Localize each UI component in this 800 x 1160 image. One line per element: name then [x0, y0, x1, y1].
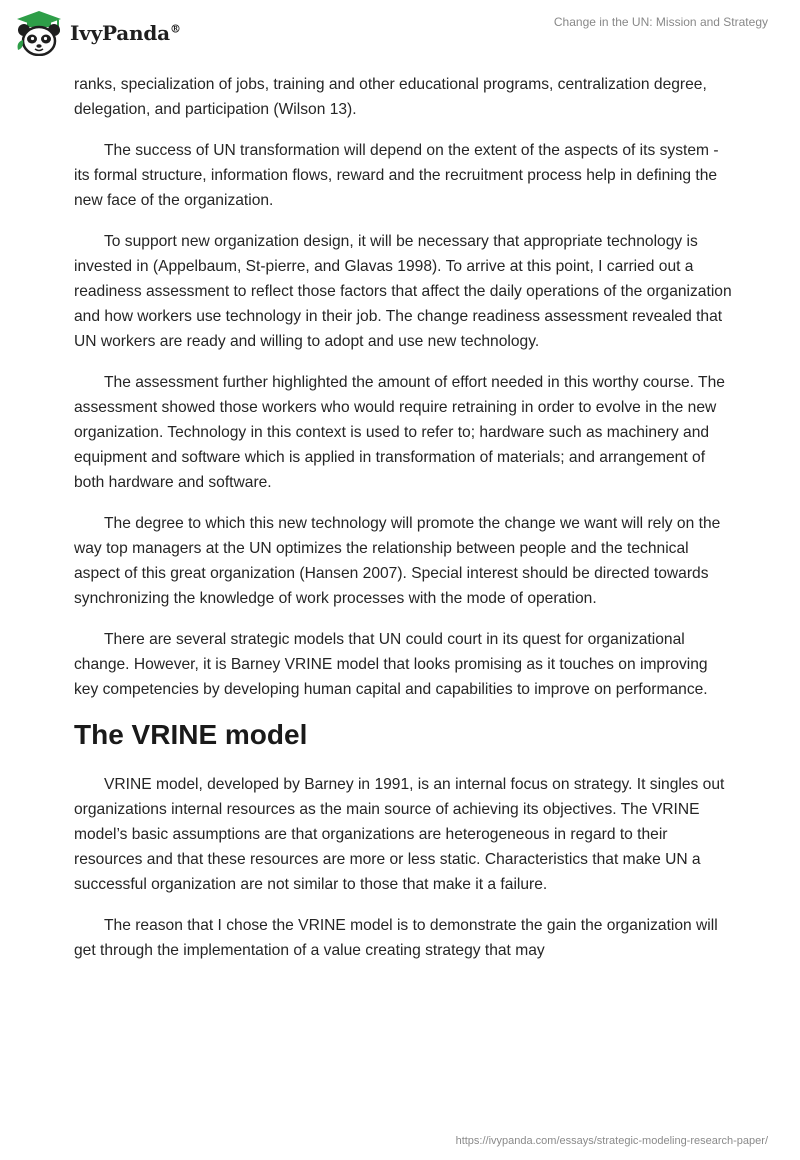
paragraph: There are several strategic models that UN could court in its quest for organizational change. However, it is Barney VRINE model that looks promising as it touches on improving key competencies by developing human capital and capabilities to improve on performance.	[74, 631, 708, 698]
paragraph: VRINE model, developed by Barney in 1991, is an internal focus on strategy. It singles out organizations internal resources as the main source of achieving its objectives. The VRINE model’s basic assumptions are that organizations are heterogeneous in regard to their resources and that these resources are more or less static. Characteristics that make UN a successful organization are not similar to those that make it a failure.	[74, 776, 725, 893]
document-title: Change in the UN: Mission and Strategy	[553, 15, 768, 29]
paragraph: The assessment further highlighted the amount of effort needed in this worthy course. The assessment showed those workers who would require retraining in order to evolve in the new organization. Technology in this context is used to refer to; hardware such as machinery and equipment and software which is applied in transformation of materials; and arrangement of both hardware and software.	[74, 374, 725, 491]
paragraph: ranks, specialization of jobs, training and other educational programs, centralization degree, delegation, and participation (Wilson 13).	[74, 76, 707, 118]
source-url[interactable]: https://ivypanda.com/essays/strategic-modeling-research-paper/	[455, 1135, 768, 1147]
paragraph: The success of UN transformation will depend on the extent of the aspects of its system - its formal structure, information flows, reward and the recruitment process help in defining the new face of the organization.	[74, 142, 719, 209]
paragraph: The degree to which this new technology will promote the change we want will rely on the way top managers at the UN optimizes the relationship between people and the technical aspect of this great organization (Hansen 2007). Special interest should be directed towards synchronizing the knowledge of work processes with the mode of operation.	[74, 515, 721, 607]
page-header	[0, 0, 800, 70]
panda-graduate-icon	[14, 10, 64, 56]
paragraph: To support new organization design, it will be necessary that appropriate technology is invested in (Appelbaum, St-pierre, and Glavas 1998). To arrive at this point, I carried out a readiness assessment to reflect those factors that affect the daily operations of the organization and how workers use technology in their job. The change readiness assessment revealed that UN workers are ready and willing to adopt and use new technology.	[74, 233, 732, 350]
paragraph: The reason that I chose the VRINE model is to demonstrate the gain the organization will get through the implementation of a value creating strategy that may	[74, 917, 718, 959]
ivypanda-logo[interactable]	[14, 10, 181, 56]
section-heading: The VRINE model	[74, 719, 308, 750]
brand-name: IvyPanda®	[70, 21, 181, 45]
article-body	[74, 72, 734, 979]
registered-mark: ®	[169, 22, 181, 36]
